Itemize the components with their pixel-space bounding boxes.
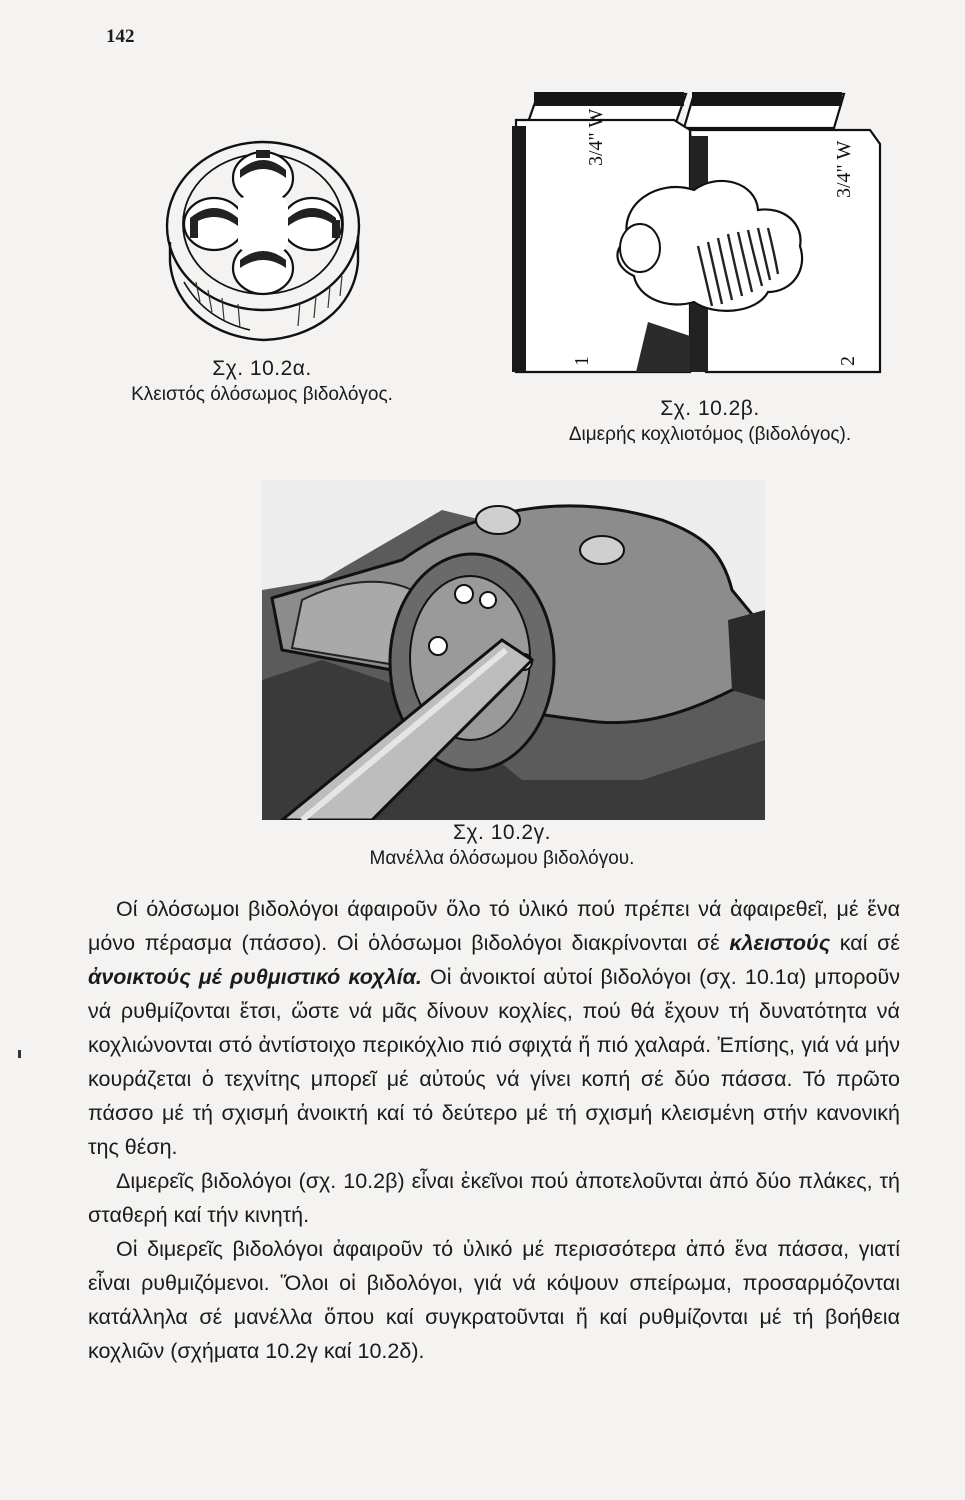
body-text bbox=[88, 892, 900, 1368]
figure-description: Μανέλλα όλόσωμου βιδολόγου. bbox=[369, 848, 635, 869]
figure-caption-c bbox=[342, 820, 662, 872]
split-die-illustration bbox=[508, 86, 890, 382]
paragraph: Οί όλόσωμοι βιδολόγοι άφαιροῦν ὅλο τό ὑλικό πού πρέπει νά ἀφαιρεθεῖ, μέ ἕνα μόνο πέρασμα (πάσσο). Οἱ ὁλόσωμοι βιδολόγοι διακρίνονται σέ κλειστούς καί σέ ἀνοικτούς μέ ρυθμιστικό κοχλία. Οἱ ἀνοικτοί αὐτοί βιδολόγοι (σχ. 10.1α) μποροῦν νά ρυθμίζονται ἔτσι, ὥστε νά μᾶς δίνουν κοχλίες, πού θά ἔχουν τή δυνατότητα νά κοχλιώνονται στό ἀντίστοιχο περικόχλιο πιό σφιχτά ἤ πιό χαλαρά. Ἐπίσης, γιά νά μήν κουράζεται ὁ τεχνίτης μπορεῖ μέ αὐτούς νά γίνει κοπή σέ δύο πάσσα. Τό πρῶτο πάσσο μέ τή σχισμή ἀνοικτή καί τό δεύτερο μέ τή σχισμή κλεισμένη στήν κανονική της θέση. bbox=[88, 897, 901, 1159]
margin-dot bbox=[18, 1050, 21, 1058]
figure-description: Κλειστός όλόσωμος βιδολόγος. bbox=[131, 384, 393, 405]
figure-number: Σχ. 10.2β. bbox=[660, 397, 760, 420]
emphasis-closed: κλειστούς bbox=[729, 931, 831, 955]
index-mark-right: 2 bbox=[837, 356, 859, 366]
paragraph: Οἱ διμερεῖς βιδολόγοι ἀφαιροῦν τό ὑλικό μέ περισσότερα ἀπό ἕνα πάσσα, γιατί εἶναι ρυθμιζόμενοι. Ὅλοι οἱ βιδολόγοι, γιά νά κόψουν σπείρωμα, προσαρμόζονται κατάλληλα σέ μανέλλα ὅπου καί συγκρατοῦνται ἤ καί ρυθμίζονται μέ τή βοήθεια κοχλιῶν (σχήματα 10.2γ καί 10.2δ). bbox=[88, 1237, 900, 1363]
size-mark-left: 3/4" W bbox=[585, 108, 607, 166]
figure-caption-b bbox=[545, 396, 875, 448]
page-number: 142 bbox=[106, 26, 135, 47]
closed-die-illustration bbox=[160, 132, 370, 344]
die-stock-photo bbox=[262, 480, 765, 820]
emphasis-open-adjustable: ἀνοικτούς μέ ρυθμιστικό κοχλία. bbox=[88, 965, 422, 989]
size-mark-right: 3/4" W bbox=[833, 140, 855, 198]
index-mark-left: 1 bbox=[571, 356, 593, 366]
figure-caption-a bbox=[112, 356, 412, 408]
paragraph: Διμερεῖς βιδολόγοι (σχ. 10.2β) εἶναι ἐκεῖνοι πού ἀποτελοῦνται ἀπό δύο πλάκες, τή σταθερή καί τήν κινητή. bbox=[88, 1169, 900, 1227]
figure-description: Διμερής κοχλιοτόμος (βιδολόγος). bbox=[568, 424, 852, 445]
figure-number: Σχ. 10.2α. bbox=[212, 357, 312, 380]
figure-number: Σχ. 10.2γ. bbox=[453, 821, 551, 844]
